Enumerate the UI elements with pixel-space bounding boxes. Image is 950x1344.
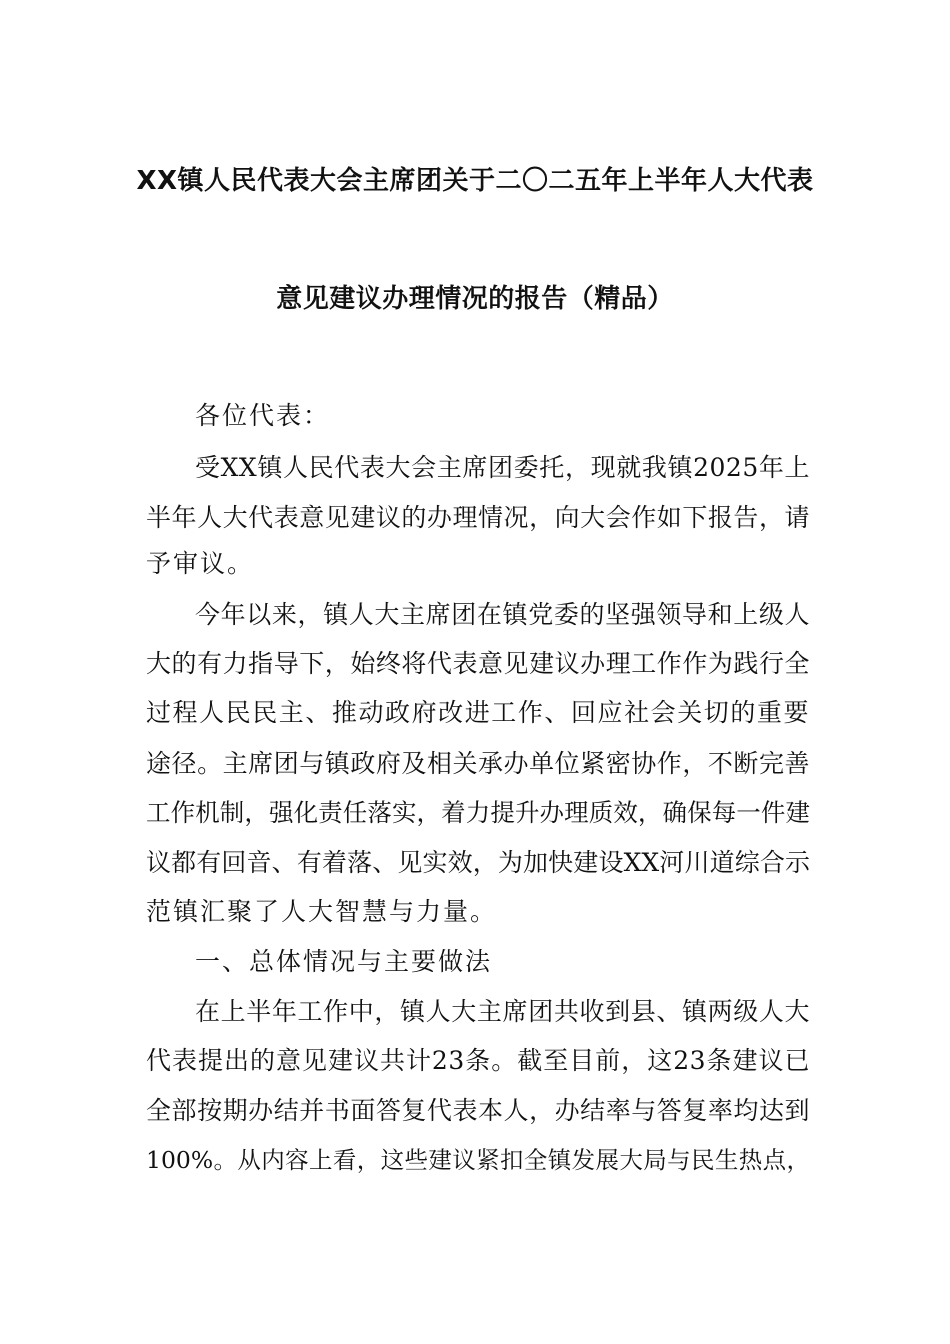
- paragraph-2-line-3: 过程人民民主、推动政府改进工作、回应社会关切的重要: [146, 698, 810, 727]
- paragraph-3-line-1: 在上半年工作中，镇人大主席团共收到县、镇两级人大: [195, 997, 810, 1026]
- paragraph-1-line-2: 半年人大代表意见建议的办理情况，向大会作如下报告，请: [146, 503, 810, 532]
- paragraph-1-line-1: 受XX镇人民代表大会主席团委托，现就我镇2025年上: [195, 453, 810, 482]
- paragraph-1-line-3: 予审议。: [146, 549, 255, 578]
- salutation: 各位代表：: [195, 401, 331, 430]
- paragraph-3-line-3: 全部按期办结并书面答复代表本人，办结率与答复率均达到: [146, 1096, 810, 1125]
- paragraph-3-line-2: 代表提出的意见建议共计23条。截至目前，这23条建议已: [146, 1046, 810, 1075]
- paragraph-2-line-7: 范镇汇聚了人大智慧与力量。: [146, 897, 498, 926]
- document-title-line-2: 意见建议办理情况的报告（精品）: [276, 284, 674, 314]
- document-title-line-1: XX镇人民代表大会主席团关于二〇二五年上半年人大代表: [136, 166, 814, 196]
- paragraph-2-line-4: 途径。主席团与镇政府及相关承办单位紧密协作，不断完善: [146, 749, 810, 778]
- section-heading-1: 一、总体情况与主要做法: [195, 947, 493, 976]
- paragraph-2-line-1: 今年以来，镇人大主席团在镇党委的坚强领导和上级人: [195, 600, 810, 629]
- paragraph-2-line-5: 工作机制，强化责任落实，着力提升办理质效，确保每一件建: [146, 798, 810, 827]
- paragraph-2-line-2: 大的有力指导下，始终将代表意见建议办理工作作为践行全: [146, 649, 810, 678]
- paragraph-2-line-6: 议都有回音、有着落、见实效，为加快建设XX河川道综合示: [146, 848, 810, 877]
- paragraph-3-line-4: 100%。从内容上看，这些建议紧扣全镇发展大局与民生热点，: [146, 1146, 810, 1174]
